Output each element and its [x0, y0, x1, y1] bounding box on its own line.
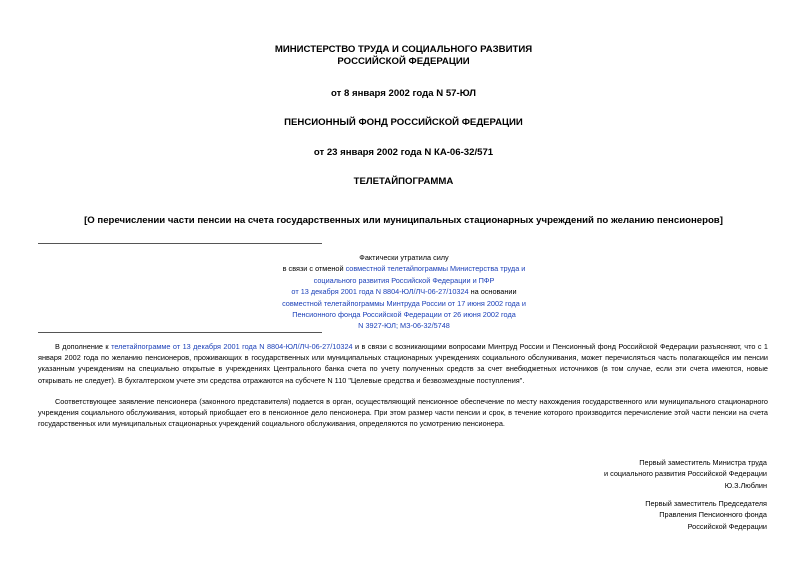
- signature-2-line-1: Первый заместитель Председателя: [645, 499, 767, 508]
- status-line-4: от 13 декабря 2001 года N 8804-ЮЛ/ЛЧ-06-27/10324 на основании: [291, 287, 517, 297]
- fund-date: от 23 января 2002 года N КА-06-32/571: [313, 147, 494, 158]
- repeal-link-2[interactable]: социального развития Российской Федерации и ПФР: [313, 275, 495, 285]
- bottom-divider: [38, 332, 322, 333]
- status-line-2: в связи с отменой совместной телетайпограммы Министерства труда и: [282, 264, 526, 274]
- paragraph-1: В дополнение к телетайпограмме от 13 декабря 2001 года N 8804-ЮЛ/ЛЧ-06-27/10324 и в связи с возникающими вопросами Минтруд России и Пенсионный фонд Российской Федерации разъясняют, что с 1 января 2002 года по желанию пенсионеров, проживающих в государственных или муниципальных стационарных учреждениях социального обслуживания, может перечисляться часть полагающейся им пенсии указанным учреждениям на специально открытые в учреждениях Центрального банка счета по учету полученных средств за счет внебюджетных источников (в том случае, если эти счета имеются, новые открывать не следует). В бухгалтерском учете эти средства отражаются на субсчете N 110 "Целевые средства и безвозмездные поступления".: [38, 342, 768, 385]
- basis-link-1[interactable]: совместной телетайпограммы Минтруда России от 17 июня 2002 года и: [282, 298, 526, 308]
- ministry-name: [0, 44, 807, 68]
- status-note: [250, 252, 558, 332]
- ministry-date: от 8 января 2002 года N 57-ЮЛ: [331, 88, 476, 99]
- signature-1-line-2: и социального развития Российской Федерации: [603, 469, 767, 479]
- signature-block-2: [437, 498, 767, 532]
- repeal-link-3[interactable]: от 13 декабря 2001 года N 8804-ЮЛ/ЛЧ-06-27/10324: [291, 287, 469, 297]
- top-divider: [38, 243, 322, 244]
- signature-block-1: [437, 457, 767, 491]
- status-line-1: Фактически утратила силу: [359, 253, 449, 262]
- status-line-6: [250, 309, 558, 320]
- fund-name: ПЕНСИОННЫЙ ФОНД РОССИЙСКОЙ ФЕДЕРАЦИИ: [284, 117, 523, 128]
- signature-1-line-3: Ю.З.Люблин: [724, 480, 767, 490]
- paragraph-2: Соответствующее заявление пенсионера (законного представителя) подается в орган, осуществляющий пенсионное обеспечение по месту нахождения государственного или муниципального стационарного учреждения социального обслуживания, который приобщает его в пенсионное дело пенсионера. При этом размер части пенсии и срок, в течение которого производится перечисление этой части пенсии на счета государственных или муниципальных стационарных учреждений социального обслуживания, определяются по усмотрению пенсионера.: [38, 397, 768, 429]
- ministry-line-2: РОССИЙСКОЙ ФЕДЕРАЦИИ: [337, 56, 470, 67]
- document-title: [О перечислении части пенсии на счета государственных или муниципальных стационарных учреждений по желанию пенсионеров]: [84, 215, 723, 226]
- status-line-3: [250, 275, 558, 286]
- ministry-line-1: МИНИСТЕРСТВО ТРУДА И СОЦИАЛЬНОГО РАЗВИТИЯ: [274, 44, 533, 55]
- basis-link-2[interactable]: Пенсионного фонда Российской Федерации от 26 июня 2002 года: [292, 310, 516, 320]
- status-line-7: [250, 320, 558, 331]
- document-type: ТЕЛЕТАЙПОГРАММА: [353, 176, 454, 187]
- reference-link[interactable]: телетайпограмме от 13 декабря 2001 года N 8804-ЮЛ/ЛЧ-06-27/10324: [111, 342, 353, 351]
- signature-2-line-3: Российской Федерации: [687, 521, 767, 531]
- basis-link-3[interactable]: N 3927-ЮЛ; МЗ-06-32/5748: [358, 321, 450, 331]
- status-line-5: [250, 298, 558, 309]
- signature-2-line-2: Правления Пенсионного фонда: [659, 510, 767, 520]
- repeal-link-1[interactable]: совместной телетайпограммы Министерства труда и: [345, 264, 526, 274]
- signature-1-line-1: Первый заместитель Министра труда: [639, 458, 767, 467]
